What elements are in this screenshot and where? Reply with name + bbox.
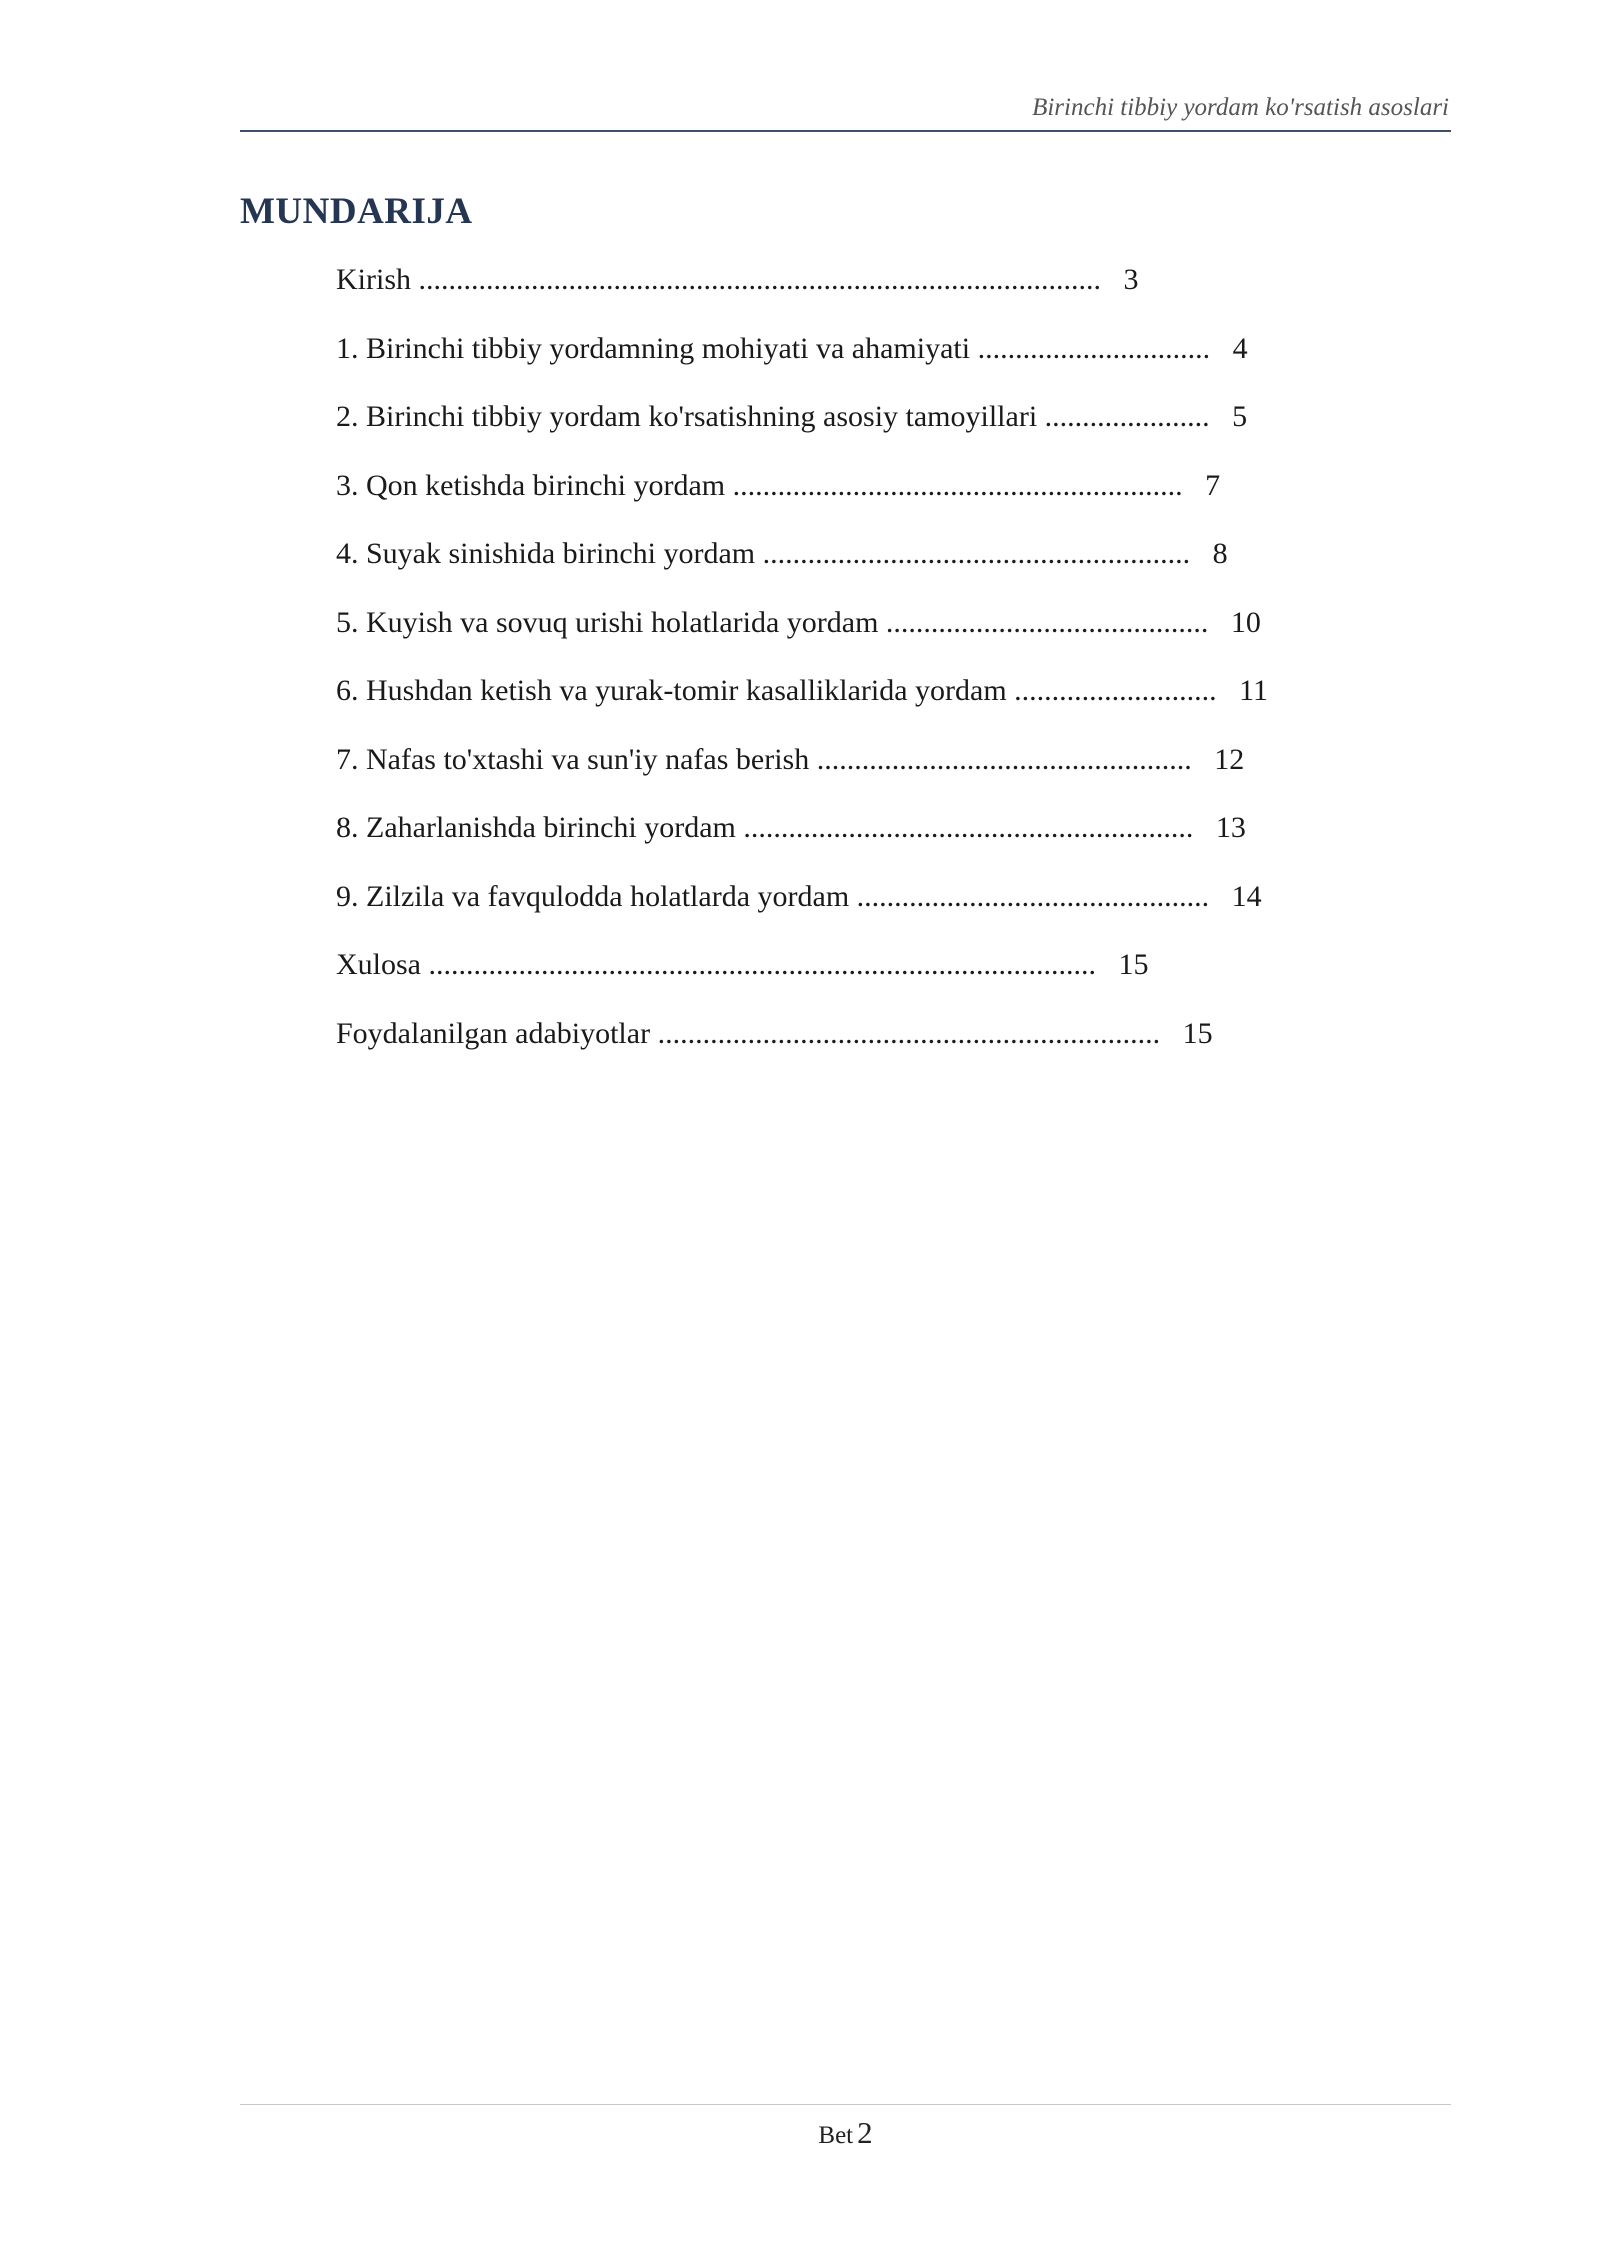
toc-leader-dots: ...................... bbox=[1044, 400, 1210, 433]
toc-entry-adabiyotlar[interactable] bbox=[336, 1012, 1268, 1081]
toc-page-number: 8 bbox=[1212, 537, 1228, 570]
toc-entry-label: 3. Qon ketishda birinchi yordam bbox=[336, 468, 726, 502]
toc-leader-dots: ................................................................... bbox=[657, 1016, 1161, 1050]
toc-leader-dots: ........................................................................................... bbox=[418, 263, 1101, 296]
toc-entry-label: 9. Zilzila va favqulodda holatlarda yordam bbox=[336, 879, 850, 913]
toc-entry-xulosa[interactable] bbox=[336, 943, 1268, 1012]
toc-entry-label: 8. Zaharlanishda birinchi yordam bbox=[336, 811, 736, 844]
toc-leader-dots: ......................................................................................... bbox=[428, 948, 1096, 981]
page-header bbox=[240, 90, 1451, 132]
toc-entry-2[interactable] bbox=[336, 395, 1268, 464]
footer-page-indicator bbox=[240, 2115, 1451, 2151]
toc-leader-dots: ............................................... bbox=[856, 879, 1210, 913]
toc-leader-dots: ............................................................ bbox=[732, 468, 1183, 502]
toc-leader-dots: ............................... bbox=[977, 331, 1211, 365]
toc-entry-label: Kirish bbox=[336, 263, 411, 296]
toc-page-number: 5 bbox=[1232, 400, 1248, 433]
toc-entry-4[interactable] bbox=[336, 532, 1268, 601]
toc-leader-dots: .................................................. bbox=[816, 742, 1192, 776]
table-of-contents bbox=[336, 258, 1268, 1080]
toc-entry-3[interactable] bbox=[336, 464, 1268, 533]
toc-leader-dots: ......................................................... bbox=[762, 537, 1191, 570]
toc-page-number: 13 bbox=[1215, 811, 1246, 844]
footer-page-number: 2 bbox=[857, 2115, 873, 2150]
page-footer bbox=[240, 2104, 1451, 2150]
toc-page-number: 15 bbox=[1182, 1016, 1213, 1050]
toc-entry-8[interactable] bbox=[336, 806, 1268, 875]
header-title: Birinchi tibbiy yordam ko'rsatish asoslari bbox=[1032, 94, 1449, 121]
toc-entry-label: 6. Hushdan ketish va yurak-tomir kasalliklarida yordam bbox=[336, 674, 1007, 707]
toc-entry-9[interactable] bbox=[336, 875, 1268, 944]
toc-page-number: 12 bbox=[1214, 742, 1245, 776]
toc-page-number: 3 bbox=[1123, 263, 1139, 296]
toc-entry-6[interactable] bbox=[336, 669, 1268, 738]
toc-page-number: 14 bbox=[1231, 879, 1262, 913]
toc-entry-5[interactable] bbox=[336, 601, 1268, 670]
toc-entry-label: 5. Kuyish va sovuq urishi holatlarida yordam bbox=[336, 605, 879, 639]
toc-page-number: 7 bbox=[1205, 468, 1221, 502]
toc-entry-label: 4. Suyak sinishida birinchi yordam bbox=[336, 537, 756, 570]
toc-page-number: 4 bbox=[1232, 331, 1248, 365]
toc-heading: MUNDARIJA bbox=[240, 191, 473, 232]
toc-leader-dots: ............................................................ bbox=[743, 811, 1194, 844]
footer-page-label: Bet bbox=[818, 2122, 854, 2149]
toc-entry-1[interactable] bbox=[336, 327, 1268, 396]
toc-entry-label: Foydalanilgan adabiyotlar bbox=[336, 1016, 651, 1050]
toc-page-number: 11 bbox=[1239, 674, 1269, 707]
toc-entry-label: 2. Birinchi tibbiy yordam ko'rsatishning asosiy tamoyillari bbox=[336, 400, 1038, 433]
toc-leader-dots: ........................... bbox=[1014, 674, 1217, 707]
toc-entry-7[interactable] bbox=[336, 738, 1268, 807]
toc-page-number: 15 bbox=[1118, 948, 1149, 981]
toc-entry-kirish[interactable] bbox=[336, 258, 1268, 327]
toc-entry-label: 7. Nafas to'xtashi va sun'iy nafas berish bbox=[336, 742, 810, 776]
toc-leader-dots: ........................................... bbox=[885, 605, 1209, 639]
toc-entry-label: Xulosa bbox=[336, 948, 421, 981]
toc-entry-label: 1. Birinchi tibbiy yordamning mohiyati va ahamiyati bbox=[336, 331, 971, 365]
toc-page-number: 10 bbox=[1230, 605, 1261, 639]
